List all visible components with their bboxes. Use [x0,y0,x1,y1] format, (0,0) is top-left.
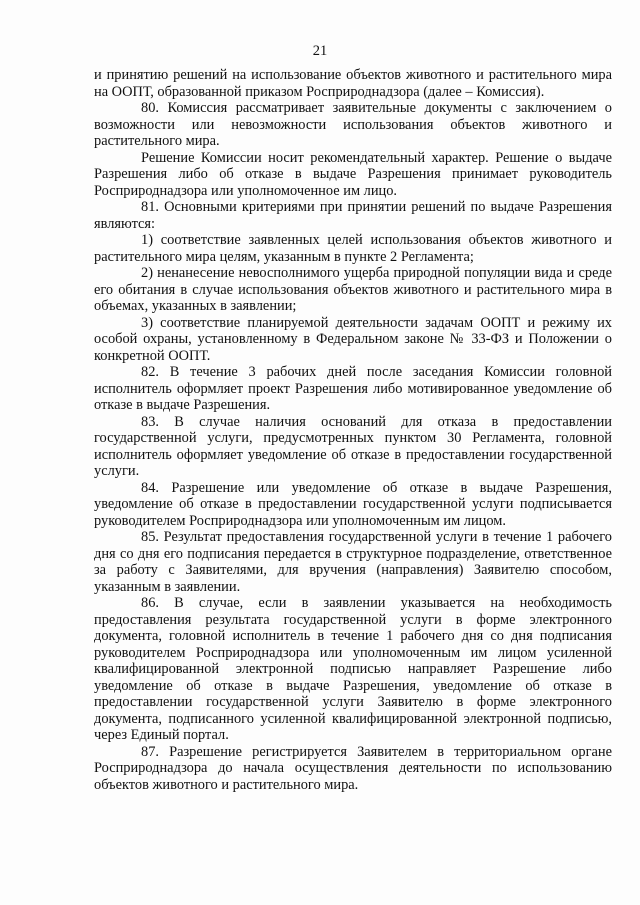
paragraph-84: 84. Разрешение или уведомление об отказе в выдаче Разрешения, уведомление об отказе в предоставлении государственной услуги подписывается руководителем Росприроднадзора или уполномоченным им лицом. [94,479,612,529]
paragraph-continuation: и принятию решений на использование объектов животного и растительного мира на ООПТ, образованной приказом Росприроднадзора (далее – Комиссия). [94,67,612,100]
paragraph-commission-decision: Решение Комиссии носит рекомендательный характер. Решение о выдаче Разрешения либо об отказе в выдаче Разрешения принимает руководитель Росприроднадзора или уполномоченное им лицо. [94,149,612,199]
criterion-1: 1) соответствие заявленных целей использования объектов животного и растительного мира целям, указанным в пункте 2 Регламента; [94,232,612,265]
document-body [94,67,612,793]
paragraph-85: 85. Результат предоставления государственной услуги в течение 1 рабочего дня со дня его подписания передается в структурное подразделение, ответственное за работу с Заявителями, для вручения (направления) Заявителю способом, указанным в заявлении. [94,529,612,595]
paragraph-81: 81. Основными критериями при принятии решений по выдаче Разрешения являются: [94,199,612,232]
page-number: 21 [312,43,328,59]
criterion-3: 3) соответствие планируемой деятельности задачам ООПТ и режиму их особой охраны, установленному в Федеральном законе № 33-ФЗ и Положении о конкретной ООПТ. [94,314,612,364]
criterion-2: 2) ненанесение невосполнимого ущерба природной популяции вида и среде его обитания в случае использования объектов животного и растительного мира в объемах, указанных в заявлении; [94,265,612,314]
paragraph-86: 86. В случае, если в заявлении указывается на необходимость предоставления результата государственной услуги в форме электронного документа, головной исполнитель в течение 1 рабочего дня со дня подписания руководителем Росприроднадзора или уполномоченным им лицом усиленной квалифицированной электронной подписью направляет Разрешение либо уведомление об отказе в выдаче Разрешения, уведомление об отказе в предоставлении государственной услуги Заявителю в форме электронного документа, подписанного усиленной квалифицированной электронной подписью, через Единый портал. [94,595,612,743]
paragraph-87: 87. Разрешение регистрируется Заявителем в территориальном органе Росприроднадзора до начала осуществления деятельности по использованию объектов животного и растительного мира. [94,743,612,793]
paragraph-80: 80. Комиссия рассматривает заявительные документы с заключением о возможности или невозможности использования объектов животного и растительного мира. [94,100,612,149]
paragraph-83: 83. В случае наличия оснований для отказа в предоставлении государственной услуги, предусмотренных пунктом 30 Регламента, головной исполнитель оформляет уведомление об отказе в предоставлении государственной услуги. [94,413,612,479]
paragraph-82: 82. В течение 3 рабочих дней после заседания Комиссии головной исполнитель оформляет проект Разрешения либо мотивированное уведомление об отказе в выдаче Разрешения. [94,364,612,413]
